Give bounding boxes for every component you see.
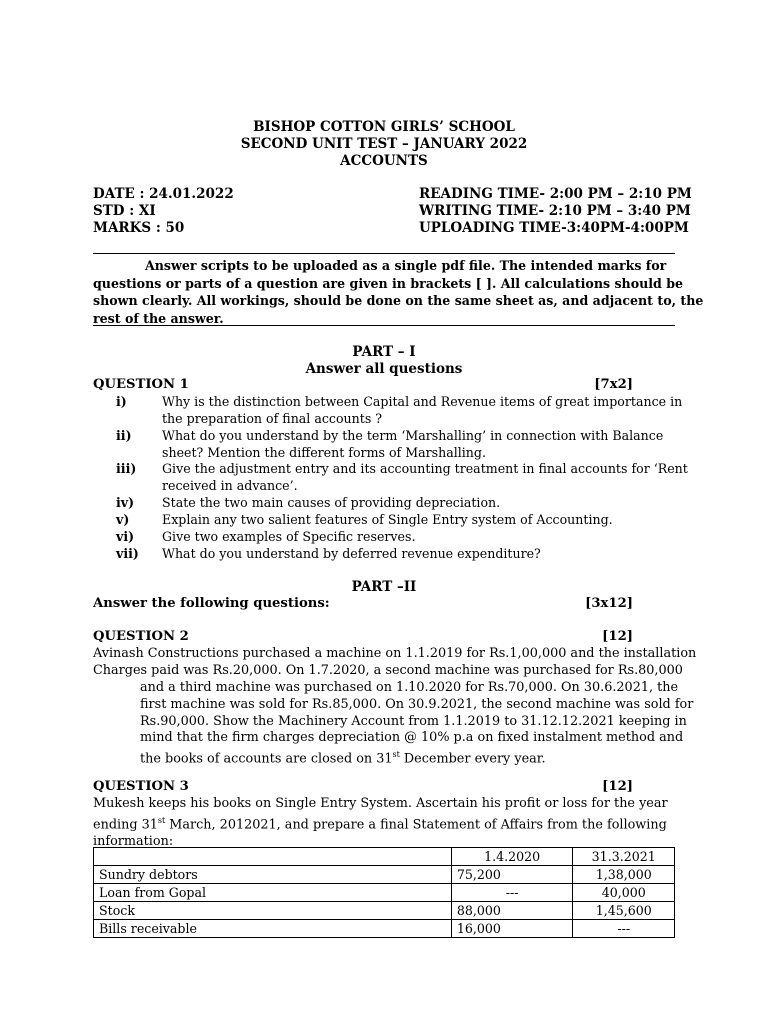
- question-1-header: [93, 377, 675, 392]
- q1-item-number: iv): [116, 495, 135, 510]
- bottom-rule: [93, 325, 675, 326]
- table-header-cell: 1.4.2020: [451, 848, 573, 866]
- writing-time: WRITING TIME- 2:10 PM – 3:40 PM: [419, 203, 691, 219]
- q1-item-number: ii): [116, 428, 132, 443]
- table-row: [94, 902, 675, 920]
- uploading-time: UPLOADING TIME-3:40PM-4:00PM: [419, 220, 689, 236]
- table-header-cell: [94, 848, 452, 866]
- table-header-row: [94, 848, 675, 866]
- question-3-header: [93, 779, 675, 794]
- table-header-cell: 31.3.2021: [573, 848, 675, 866]
- q1-item-line1: Why is the distinction between Capital and Revenue items of great importance in: [162, 394, 683, 409]
- q1-item-text: Explain any two salient features of Single Entry system of Accounting.: [162, 512, 613, 527]
- table-cell-label: Stock: [94, 902, 452, 920]
- q3-text: [93, 796, 668, 851]
- table-row: [94, 866, 675, 884]
- subject-title: ACCOUNTS: [340, 153, 428, 169]
- instructions-line-3: shown clearly. All workings, should be done on the same sheet as, and adjacent to, the: [93, 293, 704, 308]
- table-cell-value: 1,38,000: [573, 866, 675, 884]
- q2-line: first machine was sold for Rs.85,000. On 30.9.2021, the second machine was sold for: [140, 696, 694, 712]
- q2-line: Charges paid was Rs.20,000. On 1.7.2020, a second machine was purchased for Rs.80,000: [93, 662, 683, 678]
- table-cell-value: 1,45,600: [573, 902, 675, 920]
- exam-marks: MARKS : 50: [93, 220, 185, 236]
- part1-subtitle: Answer all questions: [305, 361, 463, 377]
- part2-instruction: Answer the following questions:: [93, 596, 330, 611]
- question-3-label: QUESTION 3: [93, 779, 189, 794]
- exam-date: DATE : 24.01.2022: [93, 186, 234, 202]
- table-cell-value: 88,000: [451, 902, 573, 920]
- q2-line: the books of accounts are closed on 31st December every year.: [140, 750, 546, 767]
- table-row: [94, 920, 675, 938]
- q1-item-text: State the two main causes of providing depreciation.: [162, 495, 501, 510]
- instructions-block: [93, 257, 704, 327]
- q1-item-number: vi): [116, 529, 135, 544]
- table-cell-value: 75,200: [451, 866, 573, 884]
- table-cell-value: 40,000: [573, 884, 675, 902]
- q1-item-line2: the preparation of final accounts ?: [162, 410, 383, 426]
- q1-item-line1: What do you understand by the term ‘Marshalling’ in connection with Balance: [162, 428, 664, 443]
- part2-marks: [3x12]: [585, 596, 633, 611]
- part2-title: PART –II: [351, 579, 417, 595]
- exam-std: STD : XI: [93, 203, 156, 219]
- q3-information-table: [93, 847, 675, 938]
- test-title: SECOND UNIT TEST – JANUARY 2022: [240, 136, 528, 152]
- instructions-line-1: Answer scripts to be uploaded as a single pdf file. The intended marks for: [145, 258, 667, 273]
- question-2-header: [93, 629, 675, 644]
- table-cell-value: 16,000: [451, 920, 573, 938]
- q1-item-line1: Give the adjustment entry and its accounting treatment in final accounts for ‘Rent: [162, 461, 688, 476]
- q3-line: information:: [93, 833, 174, 849]
- instructions-line-4: rest of the answer.: [93, 310, 224, 326]
- reading-time: READING TIME- 2:00 PM – 2:10 PM: [419, 186, 692, 202]
- school-name: BISHOP COTTON GIRLS’ SCHOOL: [253, 119, 515, 135]
- q1-item-text: Give two examples of Specific reserves.: [162, 529, 416, 544]
- table-cell-label: Bills receivable: [94, 920, 452, 938]
- question-1-marks: [7x2]: [594, 377, 633, 392]
- q2-text-indented: [140, 680, 693, 768]
- q1-item-number: v): [116, 512, 130, 527]
- q1-item-line2: sheet? Mention the different forms of Marshalling.: [162, 444, 486, 460]
- part2-instruction-row: [93, 596, 675, 611]
- top-rule: [93, 253, 675, 254]
- table-row: [94, 884, 675, 902]
- q1-item-line2: received in advance’.: [162, 477, 298, 493]
- table-cell-label: Sundry debtors: [94, 866, 452, 884]
- q1-item-text: [162, 394, 682, 427]
- table-cell-value: ---: [573, 920, 675, 938]
- q1-item-number: vii): [116, 546, 139, 561]
- question-1-label: QUESTION 1: [93, 377, 189, 392]
- question-2-label: QUESTION 2: [93, 629, 189, 644]
- q1-item-text: [162, 428, 663, 461]
- part1-title: PART – I: [352, 344, 416, 360]
- q1-item-text: What do you understand by deferred revenue expenditure?: [162, 546, 541, 561]
- question-3-marks: [12]: [602, 779, 633, 794]
- q2-line: and a third machine was purchased on 1.10.2020 for Rs.70,000. On 30.6.2021, the: [140, 680, 679, 695]
- instructions-line-2: questions or parts of a question are given in brackets [ ]. All calculations should be: [93, 275, 684, 291]
- q3-line: ending 31st March, 2012021, and prepare a final Statement of Affairs from the following: [93, 815, 667, 833]
- q2-line: Rs.90,000. Show the Machinery Account from 1.1.2019 to 31.12.12.2021 keeping in: [140, 713, 687, 729]
- q3-line: Mukesh keeps his books on Single Entry System. Ascertain his profit or loss for the year: [93, 796, 668, 811]
- q1-item-number: iii): [116, 461, 137, 476]
- q1-item-text: [162, 461, 688, 494]
- table-cell-value: ---: [451, 884, 573, 902]
- table-cell-label: Loan from Gopal: [94, 884, 452, 902]
- q2-line: mind that the firm charges depreciation @ 10% p.a on fixed instalment method and: [140, 730, 684, 746]
- question-2-marks: [12]: [602, 629, 633, 644]
- q2-line: Avinash Constructions purchased a machine on 1.1.2019 for Rs.1,00,000 and the installation: [93, 646, 697, 661]
- q1-item-number: i): [116, 394, 127, 409]
- q2-text-start: [93, 646, 696, 680]
